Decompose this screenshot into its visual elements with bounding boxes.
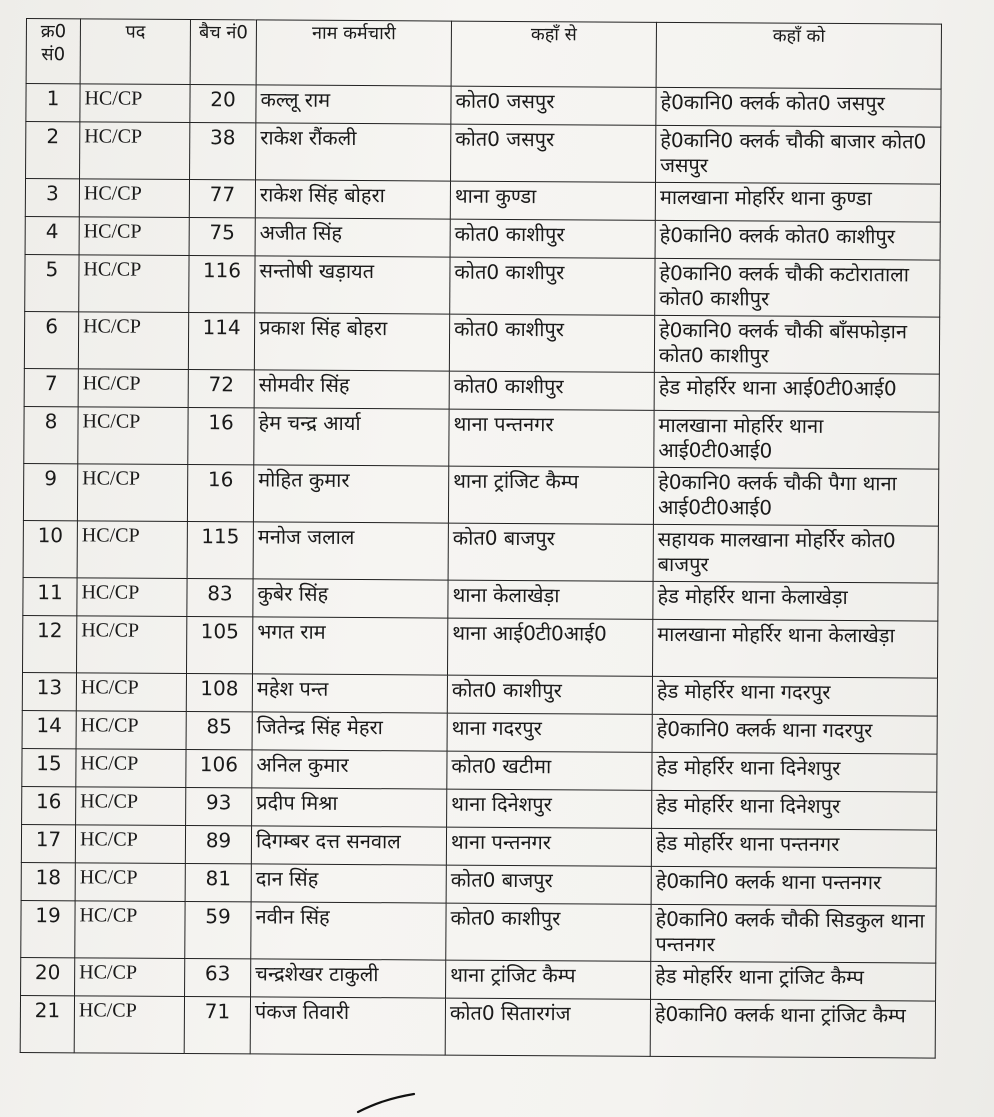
table-row bbox=[24, 368, 939, 412]
employee-name-cell: दिगम्बर दत्त सनवाल bbox=[251, 826, 446, 865]
post-cell: HC/CP bbox=[78, 312, 188, 370]
table-row bbox=[22, 672, 937, 716]
header-employee-name: नाम कर्मचारी bbox=[256, 20, 451, 86]
table-row bbox=[23, 463, 938, 526]
batch-number-cell: 59 bbox=[185, 901, 251, 958]
to-posting-cell: मालखाना मोहर्रिर थाना आई0टी0आई0 bbox=[654, 410, 939, 469]
from-location-cell: थाना कुण्डा bbox=[450, 181, 655, 220]
table-row bbox=[23, 615, 938, 678]
serial-number-cell: 19 bbox=[21, 900, 75, 957]
employee-name-cell: सोमवीर सिंह bbox=[254, 370, 449, 409]
table-row bbox=[26, 84, 941, 128]
employee-name-cell: कुबेर सिंह bbox=[253, 579, 448, 618]
batch-number-cell: 77 bbox=[189, 180, 255, 218]
post-cell: HC/CP bbox=[79, 217, 189, 256]
employee-name-cell: नवीन सिंह bbox=[251, 902, 446, 960]
to-posting-cell: हे0कानि0 क्लर्क थाना ट्रांजिट कैम्प bbox=[650, 999, 935, 1058]
serial-number-cell: 18 bbox=[21, 862, 75, 900]
to-posting-cell: हेड मोहर्रिर थाना ट्रांजिट कैम्प bbox=[651, 961, 936, 1001]
from-location-cell: कोत0 बाजपुर bbox=[446, 865, 651, 904]
serial-number-cell: 15 bbox=[22, 748, 76, 786]
to-posting-cell: मालखाना मोहर्रिर थाना कुण्डा bbox=[655, 182, 940, 222]
employee-name-cell: भगत राम bbox=[252, 617, 447, 675]
from-location-cell: थाना पन्तनगर bbox=[449, 409, 654, 467]
serial-number-cell: 7 bbox=[24, 368, 78, 406]
from-location-cell: थाना गदरपुर bbox=[447, 713, 652, 752]
employee-name-cell: अनिल कुमार bbox=[252, 750, 447, 789]
from-location-cell: कोत0 बाजपुर bbox=[448, 523, 653, 581]
post-cell: HC/CP bbox=[75, 825, 185, 864]
serial-number-cell: 14 bbox=[22, 710, 76, 748]
employee-name-cell: राकेश सिंह बोहरा bbox=[255, 180, 450, 219]
from-location-cell: कोत0 काशीपुर bbox=[449, 314, 654, 372]
table-row bbox=[20, 995, 935, 1058]
from-location-cell: थाना आई0टी0आई0 bbox=[447, 618, 652, 676]
to-posting-cell: हे0कानि0 क्लर्क चौकी बाजार कोत0 जसपुर bbox=[656, 125, 941, 184]
header-post: पद bbox=[80, 19, 190, 85]
post-cell: HC/CP bbox=[76, 673, 186, 712]
serial-number-cell: 4 bbox=[25, 216, 79, 254]
table-row bbox=[22, 748, 937, 792]
table-header-row bbox=[26, 19, 941, 90]
batch-number-cell: 75 bbox=[189, 218, 255, 256]
employee-name-cell: जितेन्द्र सिंह मेहरा bbox=[252, 712, 447, 751]
post-cell: HC/CP bbox=[74, 996, 184, 1054]
employee-name-cell: हेम चन्द्र आर्या bbox=[254, 408, 449, 466]
serial-number-cell: 17 bbox=[21, 824, 75, 862]
serial-number-cell: 10 bbox=[23, 520, 77, 577]
to-posting-cell: हे0कानि0 क्लर्क थाना पन्तनगर bbox=[651, 866, 936, 906]
to-posting-cell: हेड मोहर्रिर थाना केलाखेड़ा bbox=[653, 581, 938, 621]
employee-name-cell: पंकज तिवारी bbox=[250, 997, 445, 1055]
to-posting-cell: हे0कानि0 क्लर्क चौकी सिडकुल थाना पन्तनगर bbox=[651, 904, 936, 963]
batch-number-cell: 105 bbox=[186, 616, 252, 673]
header-batch-number: बैच नं0 bbox=[190, 20, 256, 85]
from-location-cell: कोत0 जसपुर bbox=[451, 86, 656, 125]
table-row bbox=[26, 122, 941, 185]
from-location-cell: थाना ट्रांजिट कैम्प bbox=[448, 466, 653, 524]
post-cell: HC/CP bbox=[80, 84, 190, 123]
to-posting-cell: हेड मोहर्रिर थाना दिनेशपुर bbox=[652, 790, 937, 830]
table-row bbox=[21, 862, 936, 906]
serial-number-cell: 2 bbox=[26, 122, 80, 179]
to-posting-cell: हे0कानि0 क्लर्क चौकी बाँसफोड़ान कोत0 काशीपुर bbox=[654, 315, 939, 374]
table-row bbox=[22, 786, 937, 830]
table-row bbox=[24, 406, 939, 469]
serial-number-cell: 20 bbox=[21, 957, 75, 995]
to-posting-cell: हेड मोहर्रिर थाना दिनेशपुर bbox=[652, 752, 937, 792]
batch-number-cell: 16 bbox=[188, 407, 254, 464]
employee-name-cell: प्रदीप मिश्रा bbox=[252, 788, 447, 827]
post-cell: HC/CP bbox=[78, 369, 188, 408]
from-location-cell: कोत0 काशीपुर bbox=[449, 371, 654, 410]
table-row bbox=[21, 957, 936, 1001]
batch-number-cell: 72 bbox=[188, 369, 254, 407]
header-to: कहाँ को bbox=[656, 22, 941, 89]
to-posting-cell: हेड मोहर्रिर थाना आई0टी0आई0 bbox=[654, 372, 939, 412]
to-posting-cell: हे0कानि0 क्लर्क चौकी पैगा थाना आई0टी0आई0 bbox=[653, 467, 938, 526]
serial-number-cell: 1 bbox=[26, 84, 80, 122]
employee-name-cell: मनोज जलाल bbox=[253, 522, 448, 580]
table-row bbox=[25, 179, 940, 223]
post-cell: HC/CP bbox=[79, 255, 189, 313]
batch-number-cell: 85 bbox=[186, 711, 252, 749]
serial-number-cell: 6 bbox=[24, 311, 78, 368]
to-posting-cell: सहायक मालखाना मोहर्रिर कोत0 बाजपुर bbox=[653, 524, 938, 583]
table-row bbox=[22, 710, 937, 754]
batch-number-cell: 108 bbox=[186, 673, 252, 711]
post-cell: HC/CP bbox=[75, 958, 185, 997]
batch-number-cell: 16 bbox=[187, 464, 253, 521]
serial-number-cell: 3 bbox=[25, 179, 79, 217]
table-row bbox=[25, 254, 940, 317]
header-from: कहाँ से bbox=[451, 21, 656, 87]
batch-number-cell: 81 bbox=[185, 863, 251, 901]
employee-name-cell: महेश पन्त bbox=[252, 674, 447, 713]
batch-number-cell: 114 bbox=[188, 312, 254, 369]
batch-number-cell: 38 bbox=[190, 123, 256, 180]
batch-number-cell: 83 bbox=[187, 578, 253, 616]
to-posting-cell: हेड मोहर्रिर थाना पन्तनगर bbox=[651, 828, 936, 868]
batch-number-cell: 89 bbox=[185, 825, 251, 863]
post-cell: HC/CP bbox=[76, 749, 186, 788]
post-cell: HC/CP bbox=[79, 179, 189, 218]
from-location-cell: थाना ट्रांजिट कैम्प bbox=[446, 960, 651, 999]
from-location-cell: कोत0 सितारगंज bbox=[445, 998, 650, 1056]
table-row bbox=[23, 520, 938, 583]
post-cell: HC/CP bbox=[77, 578, 187, 617]
from-location-cell: थाना पन्तनगर bbox=[446, 827, 651, 866]
from-location-cell: कोत0 जसपुर bbox=[451, 124, 656, 182]
post-cell: HC/CP bbox=[78, 407, 188, 465]
employee-name-cell: प्रकाश सिंह बोहरा bbox=[254, 313, 449, 371]
serial-number-cell: 13 bbox=[22, 672, 76, 710]
to-posting-cell: मालखाना मोहर्रिर थाना केलाखेड़ा bbox=[652, 619, 937, 678]
table-body bbox=[20, 84, 941, 1059]
batch-number-cell: 116 bbox=[189, 256, 255, 313]
from-location-cell: कोत0 काशीपुर bbox=[450, 257, 655, 315]
employee-name-cell: सन्तोषी खड़ायत bbox=[255, 256, 450, 314]
transfer-table bbox=[20, 18, 942, 1059]
employee-name-cell: कल्लू राम bbox=[256, 85, 451, 124]
post-cell: HC/CP bbox=[80, 122, 190, 180]
post-cell: HC/CP bbox=[77, 521, 187, 579]
to-posting-cell: हे0कानि0 क्लर्क थाना गदरपुर bbox=[652, 714, 937, 754]
batch-number-cell: 20 bbox=[190, 85, 256, 123]
table-row bbox=[24, 311, 939, 374]
to-posting-cell: हे0कानि0 क्लर्क कोत0 काशीपुर bbox=[655, 220, 940, 260]
from-location-cell: कोत0 काशीपुर bbox=[446, 903, 651, 961]
post-cell: HC/CP bbox=[76, 711, 186, 750]
post-cell: HC/CP bbox=[77, 616, 187, 674]
from-location-cell: कोत0 खटीमा bbox=[447, 751, 652, 790]
to-posting-cell: हे0कानि0 क्लर्क कोत0 जसपुर bbox=[656, 87, 941, 127]
batch-number-cell: 71 bbox=[184, 996, 250, 1053]
serial-number-cell: 9 bbox=[23, 463, 77, 520]
employee-name-cell: दान सिंह bbox=[251, 864, 446, 903]
batch-number-cell: 63 bbox=[185, 958, 251, 996]
from-location-cell: कोत0 काशीपुर bbox=[450, 219, 655, 258]
header-serial-number: क्र0 सं0 bbox=[26, 19, 80, 84]
batch-number-cell: 93 bbox=[186, 787, 252, 825]
table-row bbox=[21, 824, 936, 868]
serial-number-cell: 11 bbox=[23, 577, 77, 615]
signature-stroke bbox=[356, 1090, 416, 1114]
table-row bbox=[23, 577, 938, 621]
serial-number-cell: 21 bbox=[20, 995, 74, 1052]
serial-number-cell: 12 bbox=[23, 615, 77, 672]
table-row bbox=[21, 900, 936, 963]
post-cell: HC/CP bbox=[77, 464, 187, 522]
from-location-cell: थाना केलाखेड़ा bbox=[448, 580, 653, 619]
employee-name-cell: अजीत सिंह bbox=[255, 218, 450, 257]
table-row bbox=[25, 216, 940, 260]
batch-number-cell: 106 bbox=[186, 749, 252, 787]
to-posting-cell: हे0कानि0 क्लर्क चौकी कटोराताला कोत0 काशीपुर bbox=[655, 258, 940, 317]
employee-name-cell: राकेश रौंकली bbox=[256, 123, 451, 181]
serial-number-cell: 8 bbox=[24, 406, 78, 463]
post-cell: HC/CP bbox=[75, 901, 185, 959]
from-location-cell: थाना दिनेशपुर bbox=[447, 789, 652, 828]
post-cell: HC/CP bbox=[75, 863, 185, 902]
employee-name-cell: मोहित कुमार bbox=[253, 465, 448, 523]
employee-name-cell: चन्द्रशेखर टाकुली bbox=[251, 959, 446, 998]
post-cell: HC/CP bbox=[76, 787, 186, 826]
from-location-cell: कोत0 काशीपुर bbox=[447, 675, 652, 714]
to-posting-cell: हेड मोहर्रिर थाना गदरपुर bbox=[652, 676, 937, 716]
batch-number-cell: 115 bbox=[187, 521, 253, 578]
serial-number-cell: 16 bbox=[22, 786, 76, 824]
serial-number-cell: 5 bbox=[25, 254, 79, 311]
